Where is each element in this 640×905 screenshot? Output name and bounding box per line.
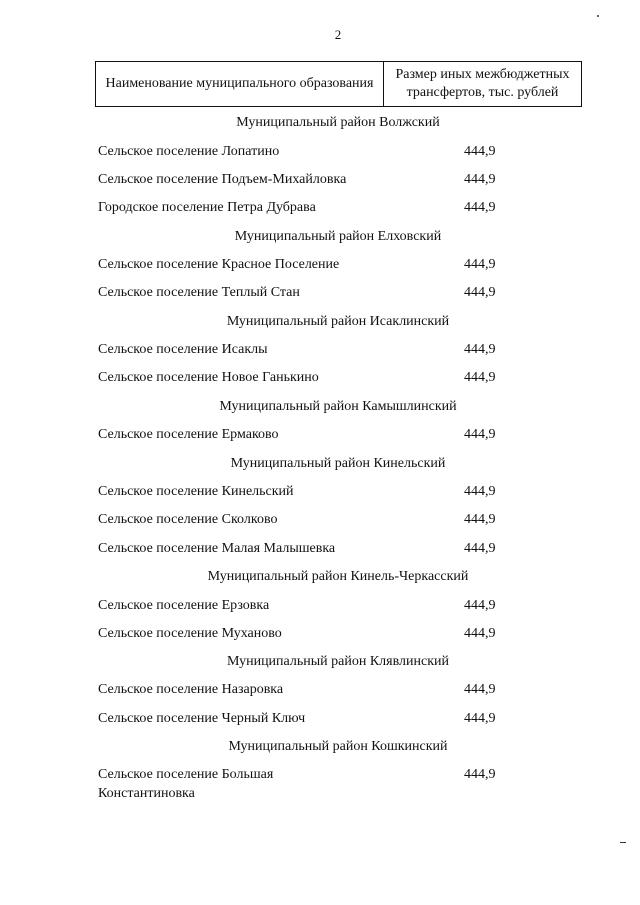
transfer-value: 444,9	[464, 711, 496, 726]
settlement-name: Сельское поселение Новое Ганькино	[98, 370, 319, 385]
district-title: Муниципальный район Волжский	[236, 115, 440, 130]
transfer-value: 444,9	[464, 767, 496, 782]
district-title: Муниципальный район Камышлинский	[219, 399, 457, 414]
table-row	[98, 596, 518, 616]
transfer-value: 444,9	[464, 598, 496, 613]
settlement-name: Городское поселение Петра Дубрава	[98, 200, 316, 215]
settlement-name: Сельское поселение Сколково	[98, 512, 278, 527]
header-transfer-size: Размер иных межбюджетных трансфертов, тыс. рублей	[395, 67, 570, 100]
settlement-name: Сельское поселение Лопатино	[98, 144, 280, 159]
transfer-value: 444,9	[464, 342, 496, 357]
header-municipality-name: Наименование муниципального образования	[96, 62, 384, 106]
scan-speck	[597, 15, 599, 17]
table-row	[98, 765, 518, 805]
transfer-value: 444,9	[464, 285, 496, 300]
transfer-value: 444,9	[464, 484, 496, 499]
table-row	[98, 539, 518, 559]
table-row	[98, 510, 518, 530]
settlement-name: Сельское поселение Ермаково	[98, 427, 279, 442]
transfer-value: 444,9	[464, 512, 496, 527]
scan-speck	[620, 842, 626, 843]
table-row	[98, 425, 518, 445]
transfer-value: 444,9	[464, 427, 496, 442]
settlement-name: Сельское поселение Муханово	[98, 626, 282, 641]
table-row	[98, 198, 518, 218]
transfer-value: 444,9	[464, 172, 496, 187]
district-title: Муниципальный район Клявлинский	[226, 654, 450, 669]
table-row	[98, 142, 518, 162]
district-title: Муниципальный район Елховский	[234, 229, 442, 244]
transfer-value: 444,9	[464, 257, 496, 272]
table-row	[98, 283, 518, 303]
settlement-name-continuation: Константиновка	[98, 786, 195, 801]
settlement-name: Сельское поселение Назаровка	[98, 682, 284, 697]
table-row	[98, 624, 518, 644]
district-title: Муниципальный район Кошкинский	[228, 739, 448, 754]
district-title: Муниципальный район Исаклинский	[226, 314, 450, 329]
settlement-name: Сельское поселение Кинельский	[98, 484, 294, 499]
transfer-value: 444,9	[464, 626, 496, 641]
table-row	[98, 709, 518, 729]
district-title: Муниципальный район Кинельский	[230, 456, 446, 471]
settlement-name: Сельское поселение Ерзовка	[98, 598, 270, 613]
district-title: Муниципальный район Кинель-Черкасский	[207, 569, 469, 584]
settlement-name: Сельское поселение Малая Малышевка	[98, 541, 336, 556]
settlement-name: Сельское поселение Красное Поселение	[98, 257, 340, 272]
settlement-name: Сельское поселение Исаклы	[98, 342, 268, 357]
page-number: 2	[334, 27, 342, 42]
table-row	[98, 255, 518, 275]
transfer-value: 444,9	[464, 200, 496, 215]
transfer-value: 444,9	[464, 144, 496, 159]
table-row	[98, 368, 518, 388]
transfer-value: 444,9	[464, 541, 496, 556]
transfer-value: 444,9	[464, 370, 496, 385]
settlement-name: Сельское поселение Подъем-Михайловка	[98, 172, 347, 187]
table-row	[98, 680, 518, 700]
settlement-name: Сельское поселение Черный Ключ	[98, 711, 306, 726]
transfer-value: 444,9	[464, 682, 496, 697]
table-row	[98, 170, 518, 190]
settlement-name: Сельское поселение Большая	[98, 767, 274, 782]
settlement-name: Сельское поселение Теплый Стан	[98, 285, 300, 300]
table-header	[95, 61, 582, 107]
table-row	[98, 482, 518, 502]
table-row	[98, 340, 518, 360]
